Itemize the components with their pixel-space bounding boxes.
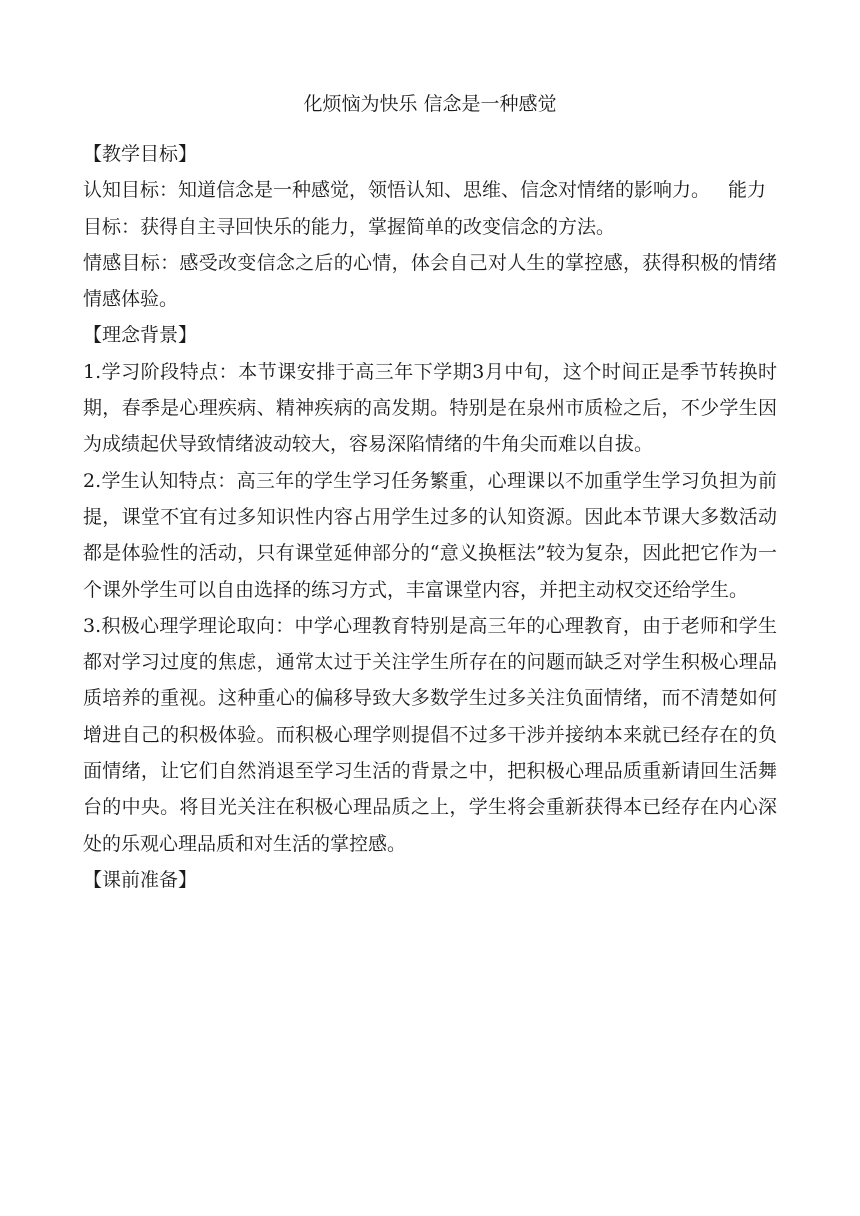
goal-ability: 能力目标：获得自主寻回快乐的能力，掌握简单的改变信念的方法。 [83, 179, 767, 238]
goal-emotional: 情感目标：感受改变信念之后的心情，体会自己对人生的掌控感，获得积极的情绪情感体验。 [83, 251, 777, 311]
background-item-1: 1.学习阶段特点：本节课安排于高三年下学期3月中旬，这个时间正是季节转换时期，春季是心理疾病、精神疾病的高发期。特别是在泉州市质检之后，不少学生因为成绩起伏导致情绪波动较大，容易深陷情绪的牛角尖而难以自拔。 [83, 360, 777, 456]
background-item-3: 3.积极心理学理论取向：中学心理教育特别是高三年的心理教育，由于老师和学生都对学习过度的焦虑，通常太过于关注学生所存在的问题而缺乏对学生积极心理品质培养的重视。这种重心的偏移导致大多数学生过多关注负面情绪，而不清楚如何增进自己的积极体验。而积极心理学则提倡不过多干涉并接纳本来就已经存在的负面情绪，让它们自然消退至学习生活的背景之中，把积极心理品质重新请回生活舞台的中央。将目光关注在积极心理品质之上，学生将会重新获得本已经存在内心深处的乐观心理品质和对生活的掌控感。 [83, 614, 777, 855]
section-heading-goals: 【教学目标】 [83, 143, 198, 165]
background-item-2: 2.学生认知特点：高三年的学生学习任务繁重，心理课以不加重学生学习负担为前提，课堂不宜有过多知识性内容占用学生过多的认知资源。因此本节课大多数活动都是体验性的活动，只有课堂延伸部分的“意义换框法”较为复杂，因此把它作为一个课外学生可以自由选择的练习方式，丰富课堂内容，并把主动权交还给学生。 [83, 469, 777, 601]
section-heading-preparation: 【课前准备】 [83, 868, 198, 891]
goal-cognitive: 认知目标：知道信念是一种感觉，领悟认知、思维、信念对情绪的影响力。 [83, 179, 711, 202]
section-heading-background: 【理念背景】 [83, 324, 198, 347]
document-title: 化烦恼为快乐 信念是一种感觉 [303, 93, 557, 115]
goal-paragraph-cognitive-ability [83, 172, 777, 245]
document-body [83, 136, 777, 898]
